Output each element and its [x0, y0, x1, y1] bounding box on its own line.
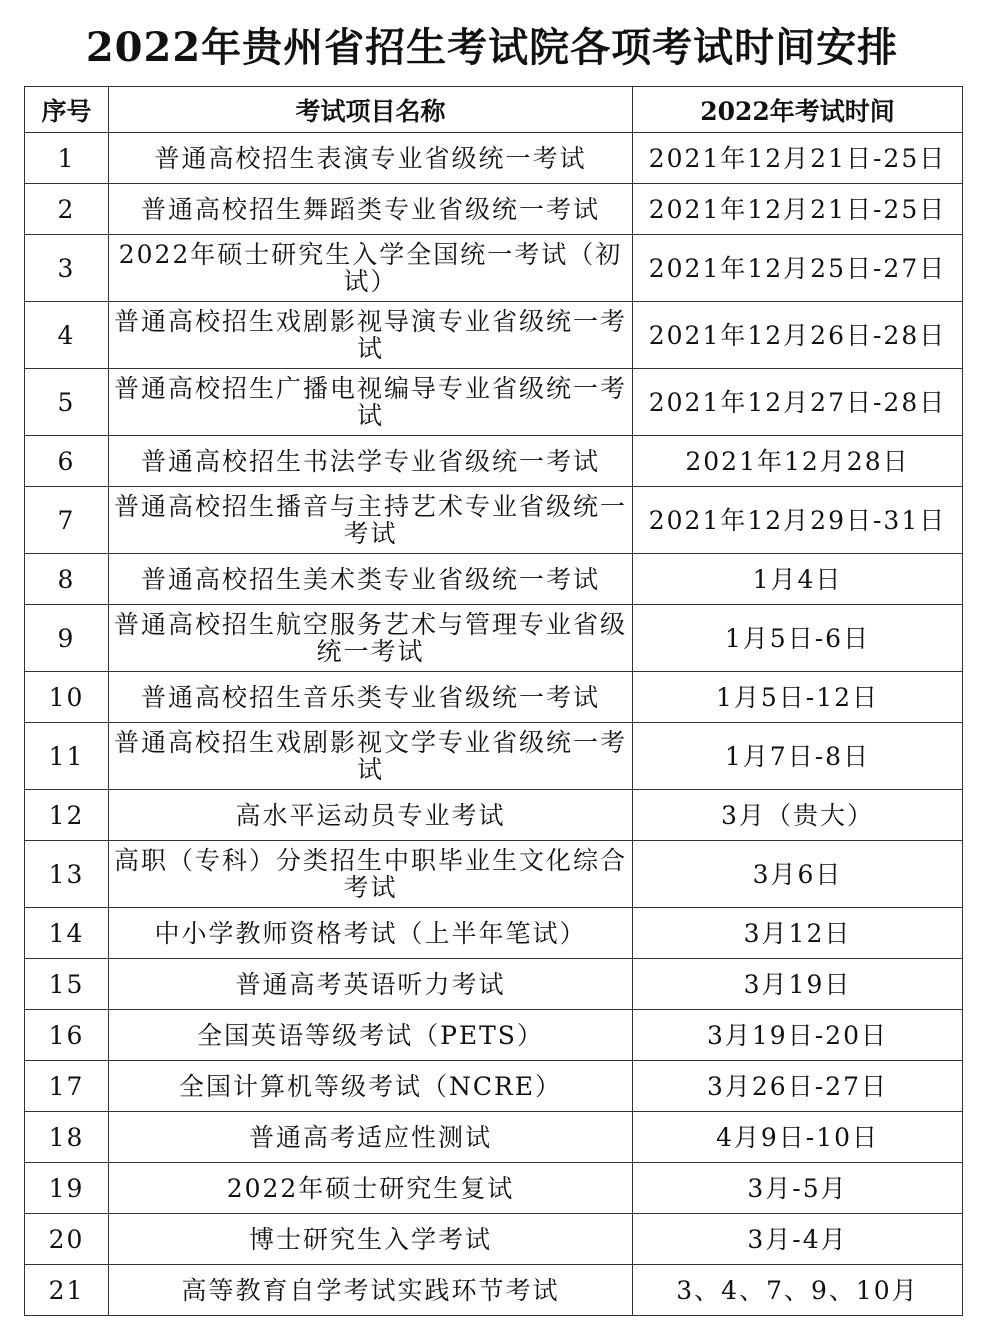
table-row	[25, 1163, 963, 1214]
cell-name: 普通高校招生美术类专业省级统一考试	[109, 554, 633, 605]
cell-time: 3月26日-27日	[633, 1061, 963, 1112]
cell-no: 2	[25, 184, 109, 235]
cell-time: 3月-5月	[633, 1163, 963, 1214]
table-row	[25, 1112, 963, 1163]
cell-time: 3月-4月	[633, 1214, 963, 1265]
cell-no: 6	[25, 436, 109, 487]
cell-name: 2022年硕士研究生复试	[109, 1163, 633, 1214]
cell-no: 9	[25, 605, 109, 672]
cell-name: 普通高校招生戏剧影视文学专业省级统一考试	[109, 723, 633, 790]
cell-time: 2021年12月21日-25日	[633, 184, 963, 235]
cell-name: 普通高考英语听力考试	[109, 959, 633, 1010]
page-title: 2022年贵州省招生考试院各项考试时间安排	[85, 24, 899, 71]
cell-name: 普通高校招生戏剧影视导演专业省级统一考试	[109, 302, 633, 369]
cell-name: 高水平运动员专业考试	[109, 790, 633, 841]
table-row	[25, 302, 963, 369]
table-row	[25, 672, 963, 723]
cell-name: 高等教育自学考试实践环节考试	[109, 1265, 633, 1316]
cell-name: 全国计算机等级考试（NCRE）	[109, 1061, 633, 1112]
table-row	[25, 841, 963, 908]
cell-no: 13	[25, 841, 109, 908]
cell-no: 10	[25, 672, 109, 723]
table-header-row	[25, 87, 963, 133]
cell-time: 2021年12月26日-28日	[633, 302, 963, 369]
cell-time: 1月4日	[633, 554, 963, 605]
header-no: 序号	[25, 87, 109, 133]
cell-time: 2021年12月27日-28日	[633, 369, 963, 436]
cell-time: 3、4、7、9、10月	[633, 1265, 963, 1316]
cell-no: 18	[25, 1112, 109, 1163]
table-row	[25, 908, 963, 959]
cell-name: 2022年硕士研究生入学全国统一考试（初试）	[109, 235, 633, 302]
cell-name: 普通高考适应性测试	[109, 1112, 633, 1163]
table-row	[25, 723, 963, 790]
cell-time: 2021年12月28日	[633, 436, 963, 487]
cell-no: 1	[25, 133, 109, 184]
cell-no: 7	[25, 487, 109, 554]
table-row	[25, 790, 963, 841]
table-row	[25, 959, 963, 1010]
table-row	[25, 436, 963, 487]
cell-name: 普通高校招生舞蹈类专业省级统一考试	[109, 184, 633, 235]
cell-name: 全国英语等级考试（PETS）	[109, 1010, 633, 1061]
cell-name: 普通高校招生播音与主持艺术专业省级统一考试	[109, 487, 633, 554]
table-row	[25, 1010, 963, 1061]
cell-no: 16	[25, 1010, 109, 1061]
header-exam-name: 考试项目名称	[109, 87, 633, 133]
cell-no: 11	[25, 723, 109, 790]
cell-no: 14	[25, 908, 109, 959]
cell-time: 4月9日-10日	[633, 1112, 963, 1163]
cell-no: 4	[25, 302, 109, 369]
cell-time: 1月7日-8日	[633, 723, 963, 790]
cell-name: 博士研究生入学考试	[109, 1214, 633, 1265]
cell-name: 普通高校招生音乐类专业省级统一考试	[109, 672, 633, 723]
cell-time: 3月（贵大）	[633, 790, 963, 841]
table-row	[25, 133, 963, 184]
cell-no: 8	[25, 554, 109, 605]
header-exam-time: 2022年考试时间	[633, 87, 963, 133]
table-row	[25, 184, 963, 235]
cell-name: 高职（专科）分类招生中职毕业生文化综合考试	[109, 841, 633, 908]
table-row	[25, 369, 963, 436]
table-row	[25, 605, 963, 672]
cell-no: 3	[25, 235, 109, 302]
table-row	[25, 235, 963, 302]
cell-time: 3月12日	[633, 908, 963, 959]
cell-no: 20	[25, 1214, 109, 1265]
exam-schedule-table	[24, 86, 963, 1316]
cell-no: 21	[25, 1265, 109, 1316]
cell-time: 2021年12月21日-25日	[633, 133, 963, 184]
cell-time: 3月6日	[633, 841, 963, 908]
cell-time: 3月19日	[633, 959, 963, 1010]
cell-time: 2021年12月29日-31日	[633, 487, 963, 554]
cell-no: 15	[25, 959, 109, 1010]
cell-no: 12	[25, 790, 109, 841]
cell-name: 普通高校招生广播电视编导专业省级统一考试	[109, 369, 633, 436]
cell-name: 普通高校招生表演专业省级统一考试	[109, 133, 633, 184]
cell-time: 2021年12月25日-27日	[633, 235, 963, 302]
table-row	[25, 1214, 963, 1265]
cell-time: 1月5日-12日	[633, 672, 963, 723]
table-row	[25, 487, 963, 554]
cell-no: 19	[25, 1163, 109, 1214]
table-row	[25, 1265, 963, 1316]
cell-time: 1月5日-6日	[633, 605, 963, 672]
cell-name: 中小学教师资格考试（上半年笔试）	[109, 908, 633, 959]
cell-time: 3月19日-20日	[633, 1010, 963, 1061]
cell-no: 5	[25, 369, 109, 436]
cell-name: 普通高校招生航空服务艺术与管理专业省级统一考试	[109, 605, 633, 672]
cell-name: 普通高校招生书法学专业省级统一考试	[109, 436, 633, 487]
table-row	[25, 1061, 963, 1112]
table-row	[25, 554, 963, 605]
cell-no: 17	[25, 1061, 109, 1112]
